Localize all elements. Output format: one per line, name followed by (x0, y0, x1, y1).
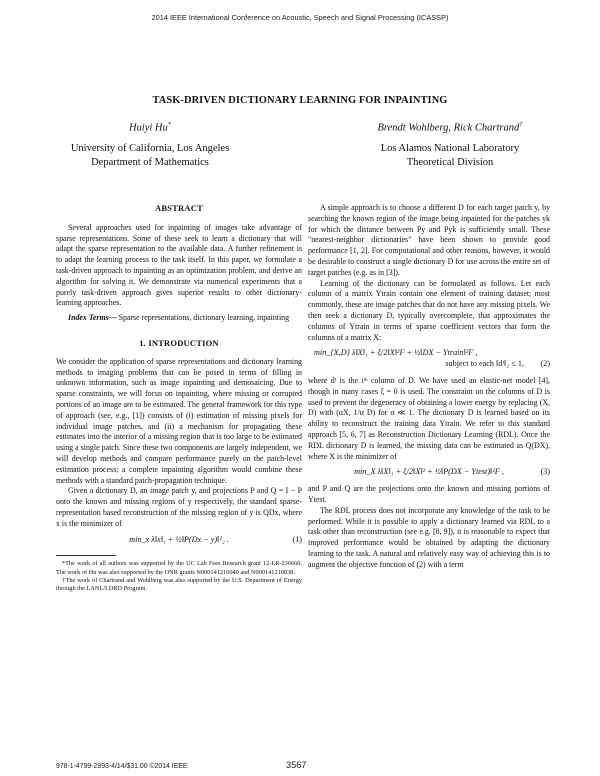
page-number: 3567 (286, 760, 307, 770)
equation-3-number: (3) (540, 467, 550, 477)
affiliation-left (0, 142, 300, 170)
footnote-rule (56, 555, 116, 556)
right-paragraph-1: A simple approach is to choose a different D for each target patch y, by searching the known region of the image being inpainted for the patches yk for which the distance between Py and Pyk is sufficiently small. These "nearest-neighbor dictionaries" have been shown to provide good performance [1, 2]. For computational and other reasons, however, it would be desirable to construct a single dictionary D for use across the entire set of target patches (e.g. as in [3]). (308, 203, 550, 277)
author-block-left (0, 121, 300, 170)
author-name-left: Huiyi Hu* (128, 121, 172, 134)
footnote-2: †The work of Chartrand and Wohlberg was also supported by the U.S. Department of Energy through the LANL/LDRD Program. (56, 576, 302, 593)
conference-header: 2014 IEEE International Conference on Acoustic, Speech and Signal Processing (ICASSP) (151, 13, 449, 22)
affiliation-right-line1: Los Alamos National Laboratory (380, 142, 520, 154)
equation-1-body: min_x λ‖x‖₁ + ½‖P(Dx − y)‖²₂ . (129, 534, 229, 544)
right-paragraph-2: Learning of the dictionary can be formulated as follows. Let each column of a matrix Ytrain contain one element of training dataset; most commonly, these are image patches that do not have any missing pixels. We then seek a dictionary D, typically overcomplete, that approximates the columns of Ytrain in terms of sparse coefficient vectors that form the columns of a matrix X: (308, 278, 550, 342)
index-terms-text: Sparse representations, dictionary learning, inpainting (118, 313, 290, 323)
index-terms-label: Index Terms— (68, 313, 117, 323)
abstract-heading: ABSTRACT (155, 203, 203, 213)
author-block-right (300, 121, 600, 170)
intro-paragraph-2: Given a dictionary D, an image patch y, and projections P and Q = I − P onto the known and missing regions of y respectively, the standard sparse-representation based reconstruction of the missing region of y is QDx, where x is the minimizer of (56, 486, 302, 528)
left-column (56, 203, 302, 594)
author-name-right: Brendt Wohlberg, Rick Chartrand† (377, 121, 523, 134)
equation-3-body: min_X λ‖X‖₁ + ξ/2‖X‖² + ½‖P(DX − Ytest)‖²F , (354, 467, 504, 477)
intro-paragraph-1: We consider the application of sparse representations and dictionary learning methods to imaging problems that can be posed in terms of filling in unknown information, such as image inpainting and demosaicing. Due to sparse constraints, we will focus on inpainting, where missing or corrupted portions of an image are to be estimated. The general framework for this type of approach (see, e.g., [1]) consists of (i) estimation of missing pixels for individual image patches, and (ii) a mechanism for propagating these estimates into the interior of a missing region that is too large to be estimated using a single patch. Since these two components are largely independent, we will develop methods and compare performance purely on the patch-level estimation process; a complete inpainting algorithm would combine these methods with a standard patch-propagation technique. (56, 356, 302, 485)
introduction-heading: 1. INTRODUCTION (139, 337, 219, 348)
author-mark-right: † (519, 121, 523, 128)
equation-2-line1: min_{X,D} λ‖X‖₁ + ξ/2‖X‖²F + ½‖DX − Ytrain‖²F , (314, 348, 478, 358)
index-terms (56, 313, 302, 324)
affiliation-right (300, 142, 600, 170)
right-column (308, 203, 550, 571)
equation-2 (308, 348, 550, 370)
equation-2-line2: subject to each ‖dⁱ‖₂ ≤ 1, (445, 359, 524, 369)
affiliation-left-line1: University of California, Los Angeles (70, 142, 230, 154)
paper-title: TASK-DRIVEN DICTIONARY LEARNING FOR INPAINTING (152, 95, 448, 106)
equation-1-number: (1) (292, 534, 302, 544)
affiliation-left-line2: Department of Mathematics (91, 156, 209, 168)
right-paragraph-5: The RDL process does not incorporate any knowledge of the task to be performed. While it is possible to apply a dictionary learned via RDL to a task other than reconstruction (see e.g. [8, 9]), it is reasonable to expect that improved performance would be obtained by adapting the dictionary learning to the task. A natural and relatively easy way of achieving this is to augment the objective function of (2) with a term (308, 505, 550, 569)
footnotes (56, 560, 302, 593)
equation-1 (56, 535, 302, 546)
footnote-1: *The work of all authors was supported by the UC Lab Fees Research grant 12-LR-236660. The work of Hu was also supported by the ONR grants N000141210040 and N000141210838. (56, 560, 302, 576)
affiliation-right-line2: Theoretical Division (406, 156, 494, 168)
footer-isbn: 978-1-4799-2893-4/14/$31.00 ©2014 IEEE (56, 763, 188, 770)
abstract-text: Several approaches used for inpainting of images take advantage of sparse representations. Some of these seek to learn a dictionary that will adapt the sparse representation to the available data. A further refinement is to adapt the learning process to the task itself. In this paper, we formulate a task-driven approach to inpainting as an optimization problem, and derive an algorithm for solving it. We demonstrate via numerical experiments that a purely task-driven approach gives superior results to other dictionary-learning approaches. (56, 222, 302, 308)
right-paragraph-4: and P and Q are the projections onto the known and missing portions of Ytest. (308, 484, 550, 504)
equation-3 (308, 467, 550, 478)
author-mark-left: * (167, 121, 172, 128)
equation-2-number: (2) (540, 359, 550, 369)
right-paragraph-3: where dⁱ is the iᵗʰ column of D. We have used an elastic-net model [4], though in many cases ξ = 0 is used. The constraint on the columns of D is used to prevent the degeneracy of obtaining a lower energy by replacing (X, D) with (αX, 1/α D) for α ≪ 1. The dictionary D is learned based on its ability to reconstruct the training data Ytrain. We refer to this standard approach [5, 6, 7] as Reconstruction Dictionary Learning (RDL). Once the RDL dictionary D is learned, the missing data can be estimated as Q(DX), where X is the minimizer of (308, 375, 550, 461)
